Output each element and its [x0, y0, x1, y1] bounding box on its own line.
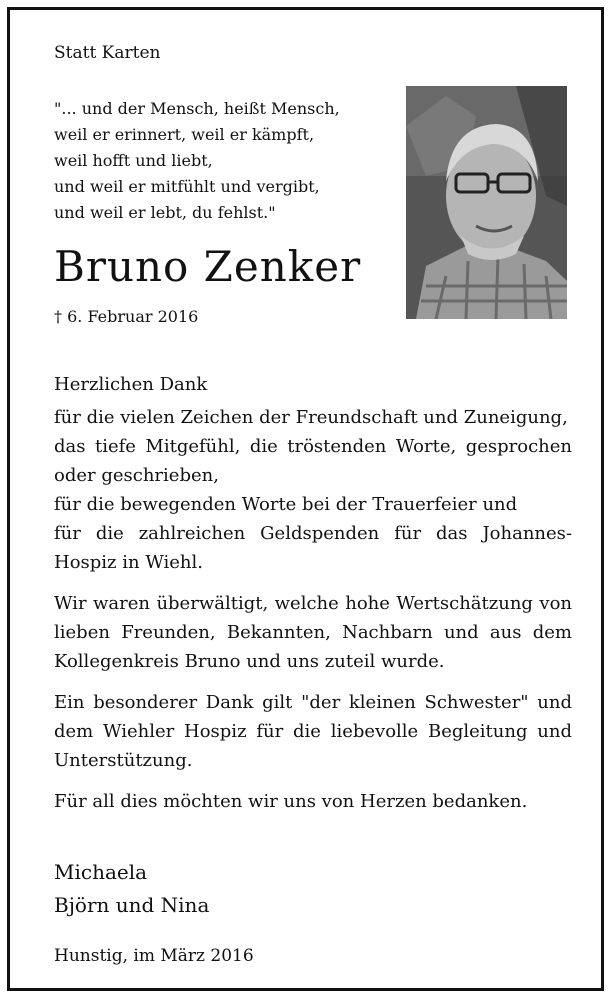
quote-line: und weil er lebt, du fehlst.": [54, 203, 276, 222]
header-text: Statt Karten: [54, 43, 161, 63]
portrait-photo: [406, 86, 567, 319]
death-date: † 6. Februar 2016: [54, 307, 199, 326]
portrait-illustration: [406, 86, 567, 319]
thanks-body: [54, 370, 572, 816]
thanks-title: Herzlichen Dank: [54, 374, 208, 395]
thanks-item: für die bewegenden Worte bei der Trauerfeier und: [54, 494, 518, 515]
paragraph: Ein besonderer Dank gilt "der kleinen Schwester" und dem Wiehler Hospiz für die liebevolle Begleitung und Unterstützung.: [54, 692, 572, 771]
thanks-item: das tiefe Mitgefühl, die tröstenden Worte, gesprochen oder geschrieben,: [54, 436, 572, 486]
quote-line: und weil er mitfühlt und vergibt,: [54, 177, 320, 196]
obituary-card: [7, 7, 604, 991]
quote-line: weil hofft und liebt,: [54, 151, 213, 170]
quote-line: weil er erinnert, weil er kämpft,: [54, 125, 315, 144]
place-date: Hunstig, im März 2016: [54, 946, 254, 966]
signature-line: Björn und Nina: [54, 893, 210, 917]
signature-line: Michaela: [54, 860, 148, 884]
paragraph: Für all dies möchten wir uns von Herzen bedanken.: [54, 791, 528, 812]
quote-block: [54, 96, 340, 226]
thanks-item: für die vielen Zeichen der Freundschaft und Zuneigung,: [54, 407, 568, 428]
deceased-name: Bruno Zenker: [54, 242, 362, 291]
thanks-item: für die zahlreichen Geldspenden für das Johannes-Hospiz in Wiehl.: [54, 523, 572, 573]
signatures: [54, 856, 209, 922]
quote-line: "... und der Mensch, heißt Mensch,: [54, 99, 340, 118]
paragraph: Wir waren überwältigt, welche hohe Wertschätzung von lieben Freunden, Bekannten, Nachbarn und aus dem Kollegenkreis Bruno und uns zuteil wurde.: [54, 593, 572, 672]
